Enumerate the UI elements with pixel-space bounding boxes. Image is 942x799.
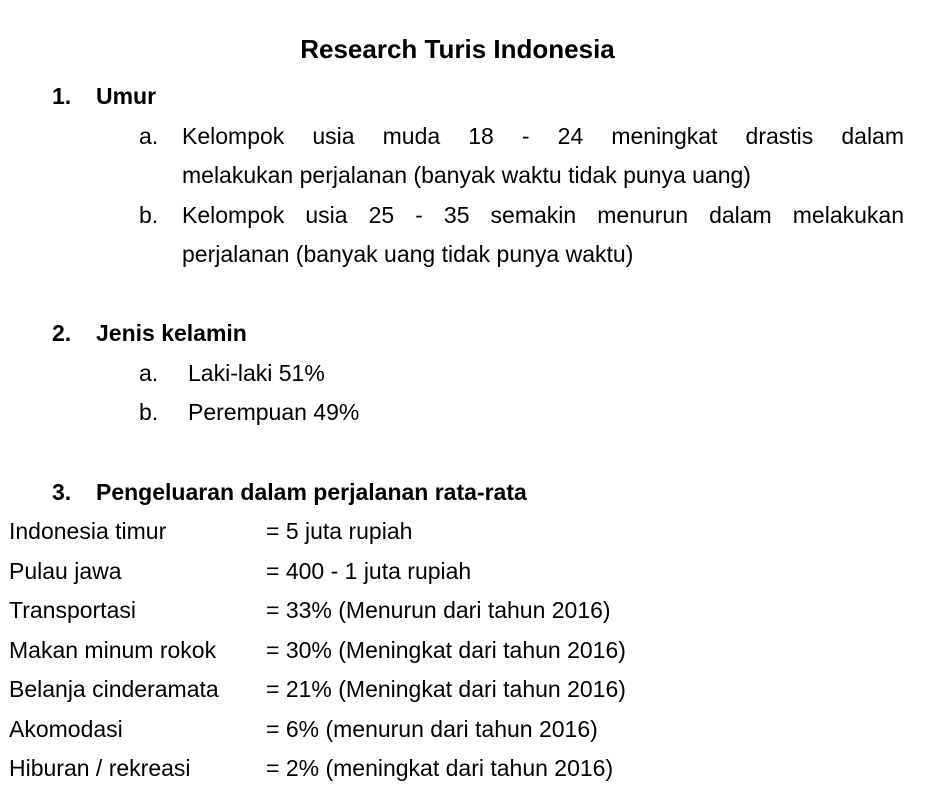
section-number: 2.: [52, 320, 72, 346]
expense-label: Akomodasi: [9, 716, 123, 742]
expense-label: Transportasi: [9, 597, 136, 623]
list-marker: a.: [139, 123, 159, 149]
section-number: 3.: [52, 479, 72, 505]
list-item-line: Kelompok usia muda 18 - 24 meningkat drastis dalam: [182, 123, 904, 149]
expense-value: = 33% (Menurun dari tahun 2016): [266, 597, 611, 623]
expense-label: Belanja cinderamata: [9, 676, 219, 702]
section-number: 1.: [52, 83, 72, 109]
expense-value: = 400 - 1 juta rupiah: [266, 558, 472, 584]
list-marker: a.: [139, 360, 159, 386]
list-item-line: perjalanan (banyak uang tidak punya waktu): [182, 241, 634, 267]
section-title: Pengeluaran dalam perjalanan rata-rata: [96, 479, 527, 505]
expense-label: Hiburan / rekreasi: [9, 755, 191, 781]
document-title: Research Turis Indonesia: [300, 34, 615, 64]
list-item: Laki-laki 51%: [188, 360, 325, 386]
expense-label: Pulau jawa: [9, 558, 122, 584]
expense-value: = 6% (menurun dari tahun 2016): [266, 716, 598, 742]
expense-value: = 5 juta rupiah: [266, 518, 413, 544]
list-marker: b.: [139, 202, 159, 228]
section-heading-pengeluaran: [52, 481, 527, 504]
list-item-line: Kelompok usia 25 - 35 semakin menurun dalam melakukan: [182, 202, 904, 228]
expense-value: = 21% (Meningkat dari tahun 2016): [266, 676, 626, 702]
expense-label: Makan minum rokok: [9, 637, 217, 663]
expense-value: = 2% (meningkat dari tahun 2016): [266, 755, 614, 781]
expense-value: = 30% (Meningkat dari tahun 2016): [266, 637, 626, 663]
expense-label: Indonesia timur: [9, 518, 167, 544]
list-item: Perempuan 49%: [188, 399, 360, 425]
section-title: Jenis kelamin: [96, 320, 247, 346]
section-heading-umur: [52, 85, 156, 108]
section-heading-jenis-kelamin: [52, 322, 247, 345]
list-item-line: melakukan perjalanan (banyak waktu tidak punya uang): [182, 162, 751, 188]
list-marker: b.: [139, 399, 159, 425]
section-title: Umur: [96, 83, 157, 109]
